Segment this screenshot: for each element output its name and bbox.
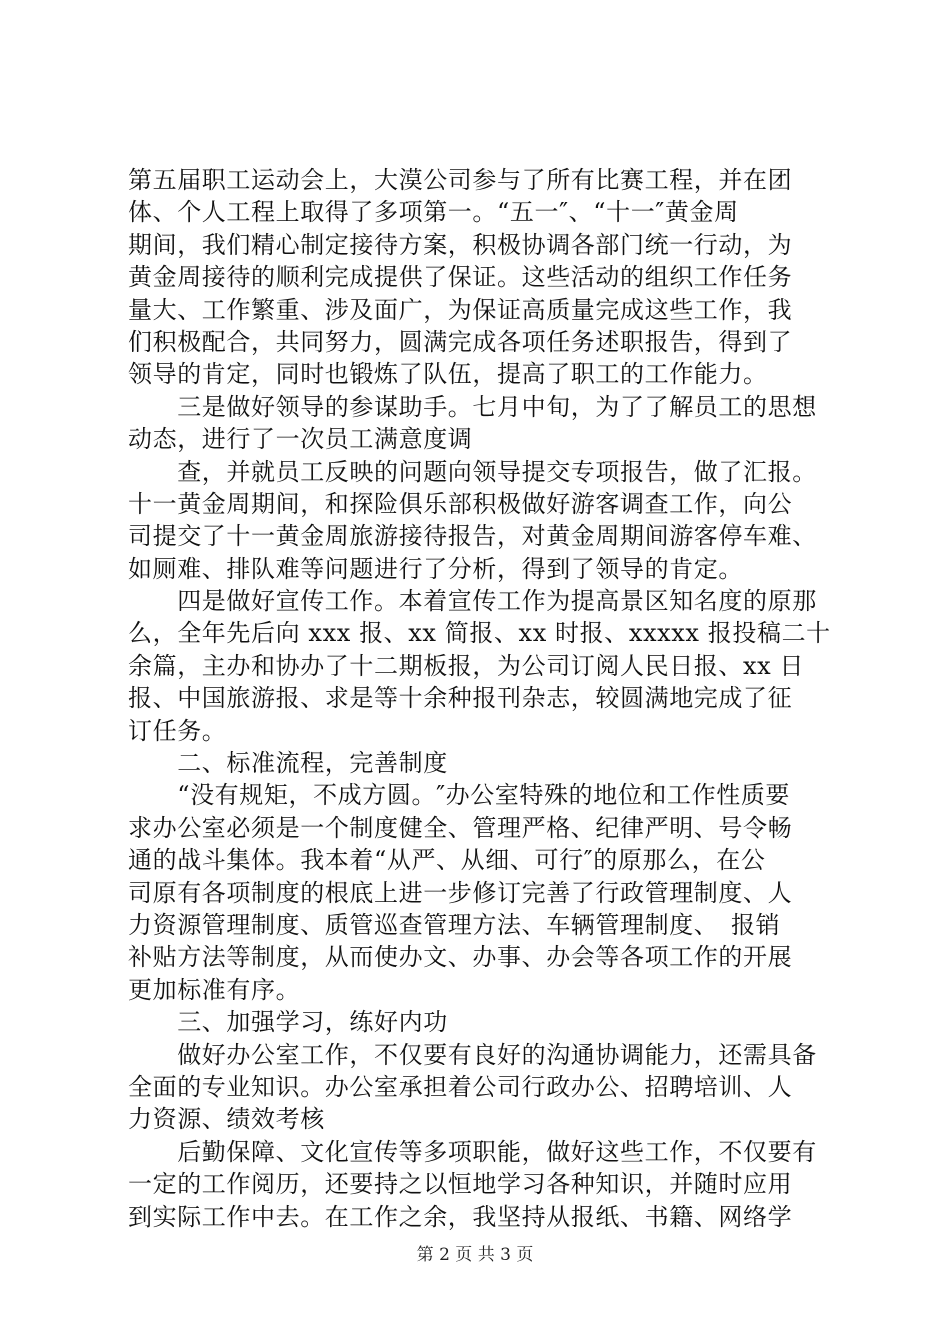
- text-line: 司原有各项制度的根底上进一步修订完善了行政管理制度、人: [128, 878, 793, 907]
- text-line: 通的战斗集体。我本着“从严、从细、可行″的原那么，在公: [128, 846, 766, 875]
- text-line: 到实际工作中去。在工作之余，我坚持从报纸、书籍、网络学: [128, 1202, 793, 1231]
- text-line: 全面的专业知识。办公室承担着公司行政办公、招聘培训、人: [128, 1072, 793, 1101]
- text-line: 量大、工作繁重、涉及面广，为保证高质量完成这些工作，我: [128, 295, 793, 324]
- text-line: 做好办公室工作，不仅要有良好的沟通协调能力，还需具备: [128, 1040, 817, 1069]
- text-line: 司提交了十一黄金周旅游接待报告，对黄金周期间游客停车难、: [128, 522, 817, 551]
- section-heading: 二、标准流程，完善制度: [128, 749, 448, 778]
- text-line: 么，全年先后向 xxx 报、xx 简报、xx 时报、xxxxx 报投稿二十: [128, 619, 831, 648]
- text-line: 黄金周接待的顺利完成提供了保证。这些活动的组织工作任务: [128, 263, 793, 292]
- text-line: 后勤保障、文化宣传等多项职能，做好这些工作，不仅要有: [128, 1137, 817, 1166]
- text-line: 余篇，主办和协办了十二期板报，为公司订阅人民日报、xx 日: [128, 651, 805, 680]
- text-line: 求办公室必须是一个制度健全、管理严格、纪律严明、号令畅: [128, 813, 793, 842]
- text-line: 报、中国旅游报、求是等十余种报刊杂志，较圆满地完成了征: [128, 684, 793, 713]
- text-line: 如厕难、排队难等问题进行了分析，得到了领导的肯定。: [128, 554, 743, 583]
- section-heading: 三、加强学习，练好内功: [128, 1008, 448, 1037]
- text-line: 十一黄金周期间，和探险俱乐部积极做好游客调查工作，向公: [128, 489, 793, 518]
- text-line: 们积极配合，共同努力，圆满完成各项任务述职报告，得到了: [128, 327, 793, 356]
- text-line: 查，并就员工反映的问题向领导提交专项报告，做了汇报。: [128, 457, 817, 486]
- text-line: 订任务。: [128, 716, 227, 745]
- text-line: 领导的肯定，同时也锻炼了队伍，提高了职工的工作能力。: [128, 360, 768, 389]
- text-line: 期间，我们精心制定接待方案，积极协调各部门统一行动，为: [128, 230, 793, 259]
- text-line: 力资源管理制度、质管巡查管理方法、车辆管理制度、 报销: [128, 910, 781, 939]
- text-line: 三是做好领导的参谋助手。七月中旬，为了了解员工的思想: [128, 392, 817, 421]
- text-line: 四是做好宣传工作。本着宣传工作为提高景区知名度的原那: [128, 587, 817, 616]
- page-footer: 第 2 页 共 3 页: [416, 1245, 534, 1265]
- text-line: “没有规矩，不成方圆。″办公室特殊的地位和工作性质要: [128, 781, 791, 810]
- text-line: 体、个人工程上取得了多项第一。“五一″、“十一″黄金周: [128, 198, 739, 227]
- text-line: 第五届职工运动会上，大漠公司参与了所有比赛工程，并在团: [128, 166, 793, 194]
- text-line: 更加标准有序。: [128, 975, 301, 1004]
- text-line: 力资源、绩效考核: [128, 1105, 325, 1134]
- text-line: 补贴方法等制度，从而使办文、办事、办会等各项工作的开展: [128, 943, 793, 972]
- text-line: 动态，进行了一次员工满意度调: [128, 425, 473, 454]
- text-line: 一定的工作阅历，还要持之以恒地学习各种知识，并随时应用: [128, 1170, 793, 1199]
- document-body: [128, 164, 848, 1233]
